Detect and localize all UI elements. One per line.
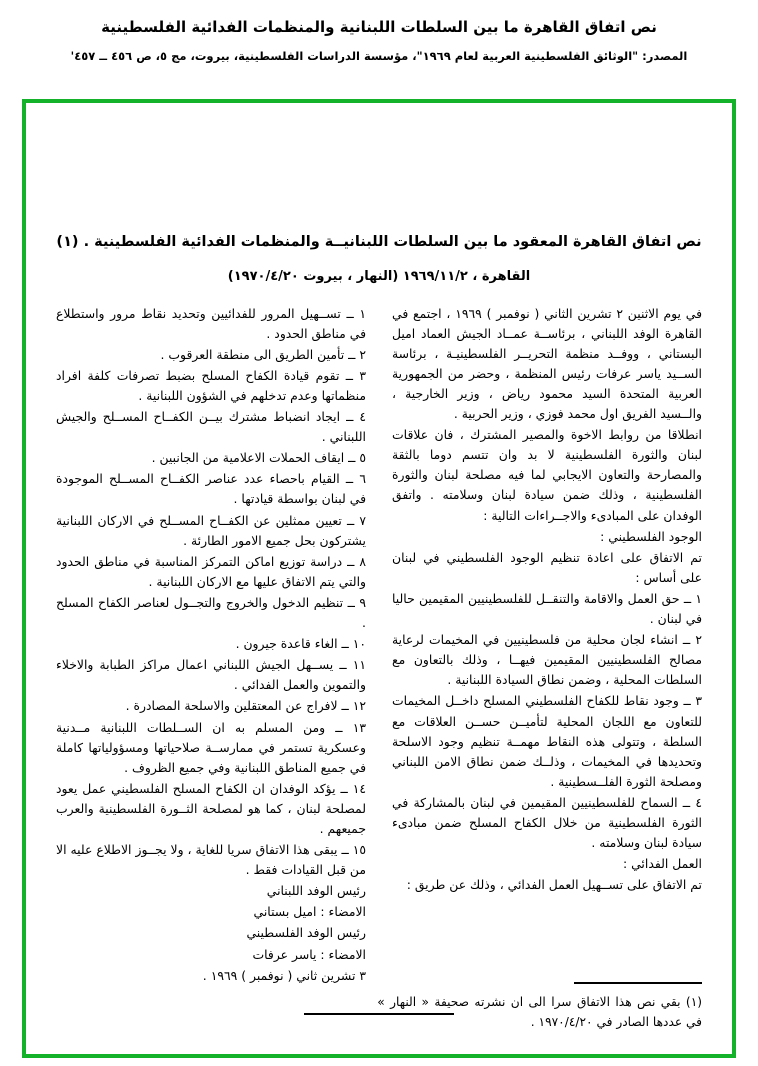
signature-date: ٣ تشرين ثاني ( نوفمبر ) ١٩٦٩ . [202,967,366,983]
paragraph: ١ ــ تســهيل المرور للفدائيين وتحديد نقاط مرور واستطلاع في مناطق الحدود . [56,305,366,341]
scanned-page-frame [22,99,736,1058]
agreement-dateline: القاهرة ، ١٩٦٩/١١/٢ (النهار ، بيروت ١٩٧٠/٤/٢٠) [227,268,531,284]
paragraph-subtitle: الوجود الفلسطيني : [600,528,702,544]
page-title: نص اتفاق القاهرة ما بين السلطات اللبنانية والمنظمات الفدائية الفلسطينية [101,18,657,36]
paragraph: ٦ ــ القيام باحصاء عدد عناصر الكفــاح المســلح الموجودة في لبنان بواسطة قيادتها . [56,471,366,507]
signature-line: رئيس الوفد الفلسطيني [246,925,366,941]
paragraph-subtitle: العمل الفدائي : [622,856,702,872]
paragraph: ١٤ ــ يؤكد الوفدان ان الكفاح المسلح الفلسطيني عمل يعود لمصلحة لبنان ، كما هو لمصلحة الثــورة الفلسطينية والعرب جميعهم . [56,780,366,836]
paragraph: ١١ ــ يســهل الجيش اللبناني اعمال مراكز الطبابة والاخلاء والتموين والعمل الفدائي . [56,657,366,693]
paragraph: ١٠ ــ الغاء قاعدة جيرون . [235,636,366,652]
paragraph: ١٥ ــ يبقى هذا الاتفاق سريا للغاية ، ولا يجــوز الاطلاع عليه الا من قبل القيادات فقط . [56,842,366,878]
paragraph: ٤ ــ السماح للفلسطينيين المقيمين في لبنان بالمشاركة في الثورة الفلسطينية من خلال الكفاح المسلح ضمن مبادىء سيادة لبنان وسلامته . [392,794,702,851]
paragraph: تم الاتفاق على اعادة تنظيم الوجود الفلسطيني في لبنان على أساس : [392,549,702,585]
paragraph: ٢ ــ انشاء لجان محلية من فلسطينيين في المخيمات لرعاية مصالح الفلسطينيين المقيمين فيهــا ، وذلك بالتعاون مع السلطات المحلية ، وضمن نطاق السيادة اللبنانية . [392,632,702,688]
signature-line: الامضاء : اميل بستاني [253,904,366,920]
paragraph: انطلاقا من روابط الاخوة والمصير المشترك ، فان علاقات لبنان والثورة الفلسطينية لا بد وان تتسم دوما بالثقة والمصارحة والتعاون الايجابي لما فيه مصلحة لبنان والثورة الفلسطينية ، وذلك ضمن سيادة لبنان وسلامته . واتفق الوفدان على المبادىء والاجــراءات التالية : [392,427,702,523]
footnote-block [377,982,702,1032]
left-column [56,304,366,987]
paragraph: ٨ ــ دراسة توزيع اماكن التمركز المناسبة في مناطق الحدود والتي يتم الاتفاق عليها مع الاركان اللبنانية . [56,553,366,589]
paragraph: ٣ ــ وجود نقاط للكفاح الفلسطيني المسلح داخــل المخيمات للتعاون مع اللجان المحلية لتأميــن حســن العلاقات مع السلطة ، وتتولى هذه النقاط مهمــة تنظيم وجود الاسلحة وتحديدها في المخيمات ، وذلــك ضمن نطاق الامن اللبناني ومصلحة الثورة الفلــسطينية . [392,693,702,789]
document-header [0,0,758,65]
signature-line: رئيس الوفد اللبناني [266,883,366,899]
paragraph: ٣ ــ تقوم قيادة الكفاح المسلح بضبط تصرفات كلفة افراد منظماتها وعدم تدخلهم في الشؤون اللبنانية . [56,367,366,404]
paragraph: ٢ ــ تأمين الطريق الى منطقة العرقوب . [160,346,366,362]
paragraph: ٧ ــ تعيين ممثلين عن الكفــاح المســلح في الاركان اللبنانية يشتركون بحل جميع الامور الطارئة . [56,512,366,548]
paragraph: ٤ ــ ايجاد انضباط مشترك بيــن الكفــاح المســلح والجيش اللبناني . [56,409,366,445]
agreement-heading: نص اتفاق القاهرة المعقود ما بين السلطات اللبنانيــة والمنظمات الفدائية الفلسطينية . (١) [56,234,702,250]
signature-line: الامضاء : ياسر عرفات [252,946,366,962]
footnote-text: (١) بقي نص هذا الاتفاق سرا الى ان نشرته صحيفة « النهار » في عددها الصادر في ١٩٧٠/٤/٢٠ . [377,994,702,1029]
paragraph: ٩ ــ تنظيم الدخول والخروج والتجــول لعناصر الكفاح المسلح . [56,594,366,631]
footnote-divider [574,982,702,984]
paragraph: تم الاتفاق على تســهيل العمل الفدائي ، وذلك عن طريق : [406,877,702,893]
source-line: المصدر: "الوثائق الفلسطينية العربية لعام ١٩٦٩"، مؤسسة الدراسات الفلسطينية، بيروت، مج ٥، ص ٤٥٦ ــ ٤٥٧' [70,48,688,63]
two-column-body [56,304,702,987]
right-column [392,304,702,987]
paragraph: ٥ ــ ايقاف الحملات الاعلامية من الجانبين . [151,450,366,466]
paragraph: ١٢ ــ لافراج عن المعتقلين والاسلحة المصادرة . [125,698,366,714]
paragraph: ١٣ ــ ومن المسلم به ان الســلطات اللبنانية مــدنية وعسكرية تستمر في ممارســة صلاحياتها ومسؤولياتها كاملة في جميع المناطق اللبنانية وفي جميع الظروف . [56,719,366,775]
scanned-page-content [26,103,732,1054]
paragraph: ١ ــ حق العمل والاقامة والتنقــل للفلسطينيين المقيمين حاليا في لبنان . [392,590,702,627]
paragraph: في يوم الاثنين ٢ تشرين الثاني ( نوفمبر ) ١٩٦٩ ، اجتمع في القاهرة الوفد اللبناني ، برئاســة عمــاد الجيش العماد اميل البستاني ، ووفــد منظمة التحريــر الفلسطينيـة ، برئاسة الســيد ياسر عرفات رئيس المنظمة ، وحضر من الجمهورية العربية المتحدة السيد محمود رياض ، وزير الخارجية ، والــسيد الفريق اول محمد فوزي ، وزير الحربية . [392,305,702,422]
